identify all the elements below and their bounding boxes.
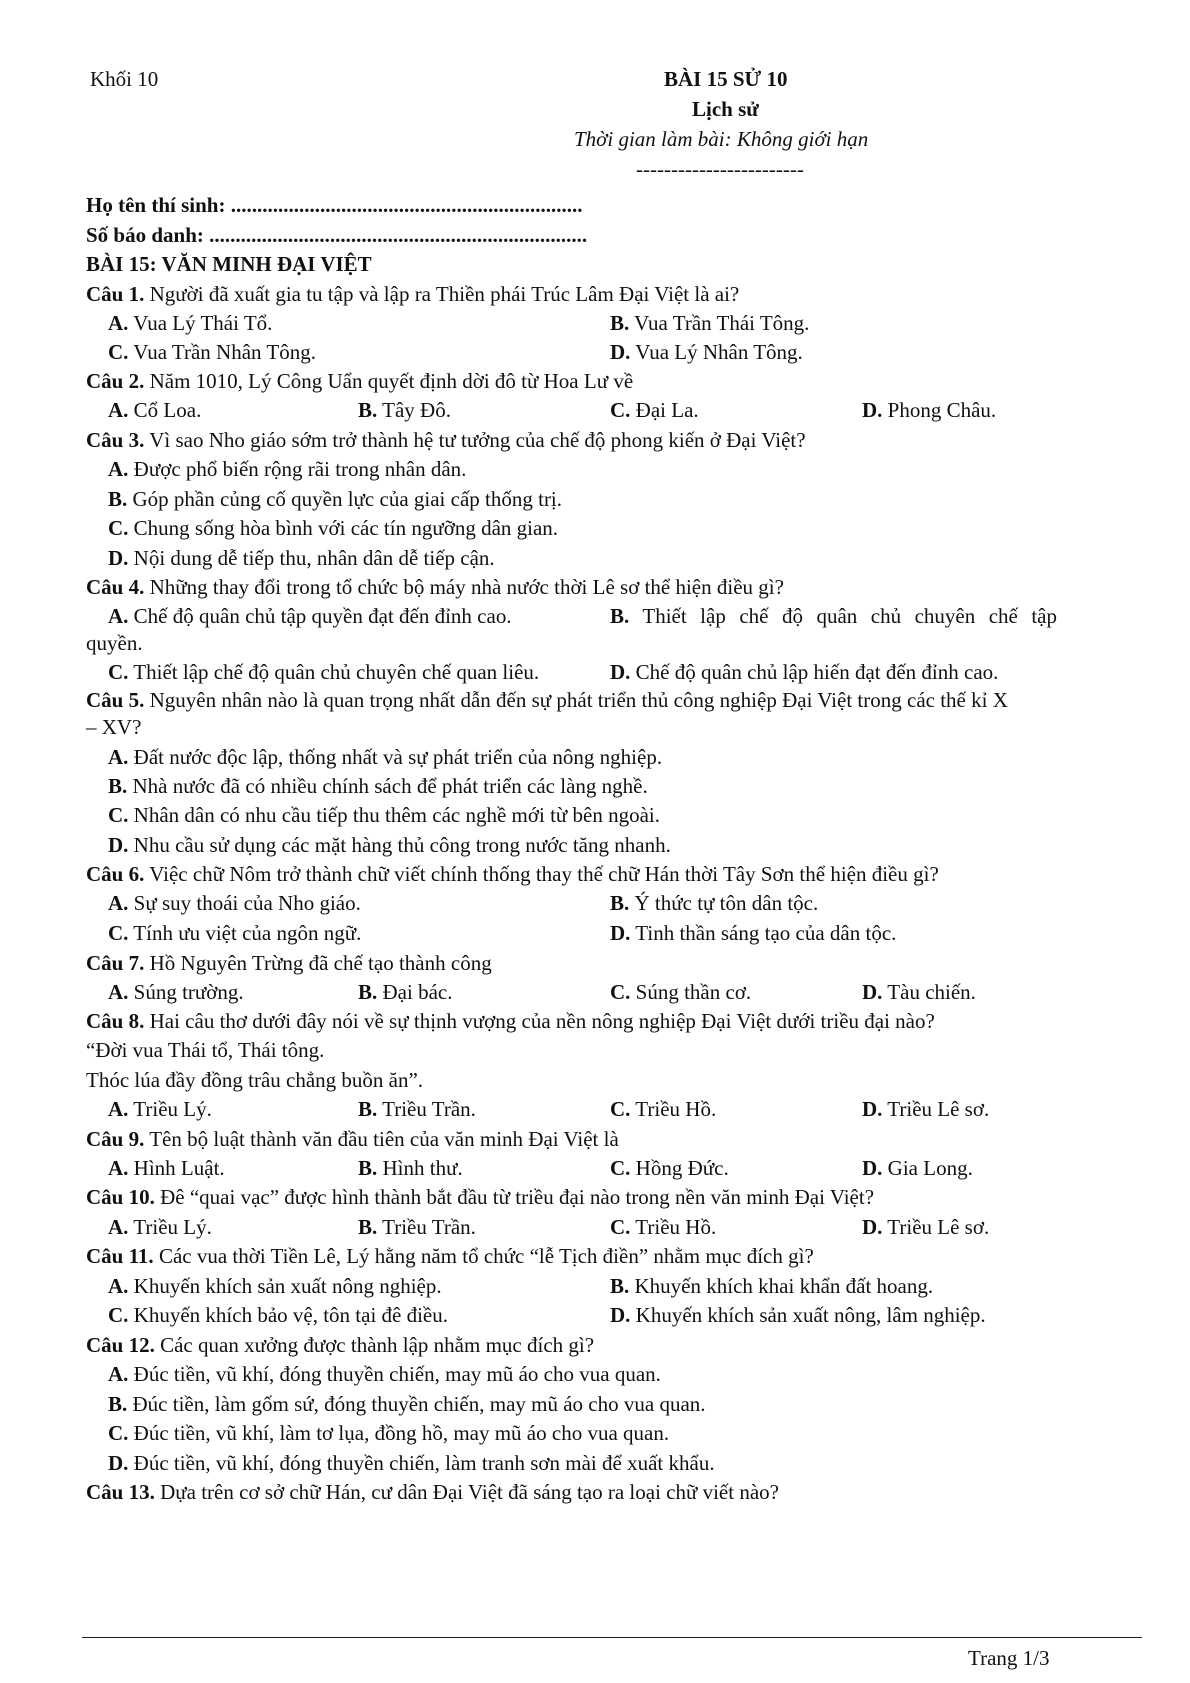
time-limit: Thời gian làm bài: Không giới hạn — [574, 127, 869, 151]
answer-option — [610, 918, 896, 949]
footer-rule — [82, 1637, 1142, 1638]
option-letter: C. — [108, 1421, 129, 1445]
option-text: Ý thức tự tôn dân tộc. — [629, 891, 819, 915]
option-text: Hồng Đức. — [630, 1156, 729, 1180]
answer-option — [108, 742, 662, 773]
section-title: BÀI 15: VĂN MINH ĐẠI VIỆT — [86, 252, 372, 276]
header-divider: ------------------------ — [636, 157, 804, 181]
option-text: Thiết lập chế độ quân chủ chuyên chế quan liêu. — [128, 660, 540, 684]
option-letter: B. — [358, 1156, 378, 1180]
option-letter: C. — [610, 1215, 631, 1239]
question-label: Câu 6. — [86, 862, 145, 886]
option-letter: B. — [610, 311, 630, 335]
answer-option — [108, 977, 244, 1008]
option-letter: A. — [108, 745, 129, 769]
answer-option — [108, 830, 671, 861]
answer-option — [610, 657, 998, 688]
option-letter: C. — [108, 660, 129, 684]
option-text: Triều Hồ. — [630, 1097, 717, 1121]
answer-option — [108, 513, 558, 544]
option-letter: D. — [862, 1215, 883, 1239]
option-letter: C. — [610, 980, 631, 1004]
option-letter: B. — [108, 1392, 128, 1416]
candidate-id-label: Số báo danh: — [86, 223, 204, 247]
answer-option — [358, 1212, 476, 1243]
question-label: Câu 9. — [86, 1127, 145, 1151]
answer-option — [610, 1094, 716, 1125]
option-letter: A. — [108, 1097, 129, 1121]
question-label: Câu 1. — [86, 282, 145, 306]
option-text: Triều Lý. — [128, 1097, 212, 1121]
option-text: Triều Hồ. — [630, 1215, 717, 1239]
answer-option — [862, 1212, 989, 1243]
question-label: Câu 10. — [86, 1185, 155, 1209]
question-text: Hồ Nguyên Trừng đã chế tạo thành công — [144, 951, 492, 975]
question-text: Những thay đổi trong tổ chức bộ máy nhà nước thời Lê sơ thể hiện điều gì? — [144, 575, 784, 599]
option-text: Tây Đô. — [377, 398, 451, 422]
option-letter: A. — [108, 1362, 129, 1386]
option-letter: D. — [610, 921, 631, 945]
answer-option — [108, 454, 466, 485]
question — [86, 1124, 619, 1155]
option-text: Triều Lê sơ. — [882, 1097, 990, 1121]
answer-option — [108, 337, 316, 368]
option-text: Chế độ quân chủ lập hiến đạt đến đỉnh cao. — [630, 660, 999, 684]
option-letter: A. — [108, 311, 129, 335]
candidate-id-dots: ........................................................................ — [203, 223, 588, 247]
option-text: Đúc tiền, vũ khí, đóng thuyền chiến, làm tranh sơn mài để xuất khẩu. — [128, 1451, 715, 1475]
question — [86, 948, 492, 979]
question-text: Việc chữ Nôm trở thành chữ viết chính thống thay thế chữ Hán thời Tây Sơn thể hiện điều gì? — [144, 862, 939, 886]
candidate-name-dots: ................................................................... — [225, 193, 583, 217]
answer-option — [108, 543, 495, 574]
answer-option — [610, 1153, 729, 1184]
question-label: Câu 3. — [86, 428, 145, 452]
answer-option — [108, 1094, 212, 1125]
answer-option — [108, 800, 660, 831]
question-text: Người đã xuất gia tu tập và lập ra Thiền phái Trúc Lâm Đại Việt là ai? — [144, 282, 740, 306]
exam-title: BÀI 15 SỬ 10 — [664, 67, 788, 91]
option-text: Đại La. — [630, 398, 699, 422]
option-letter: D. — [108, 1451, 129, 1475]
option-letter: B. — [610, 1274, 630, 1298]
option-text: Tinh thần sáng tạo của dân tộc. — [630, 921, 897, 945]
option-text: Thiết lập chế độ quân chủ chuyên chế tập — [629, 604, 1057, 628]
answer-option — [358, 1153, 463, 1184]
option-text: Triều Trần. — [377, 1215, 476, 1239]
option-letter: A. — [108, 980, 129, 1004]
option-letter: D. — [108, 833, 129, 857]
answer-option — [610, 1271, 933, 1302]
option-letter: D. — [862, 1097, 883, 1121]
option-letter: B. — [358, 980, 378, 1004]
option-letter: D. — [862, 1156, 883, 1180]
answer-option — [358, 395, 451, 426]
option-letter: C. — [610, 398, 631, 422]
option-text: Khuyến khích sản xuất nông, lâm nghiệp. — [630, 1303, 986, 1327]
option-text: Đúc tiền, làm gốm sứ, đóng thuyền chiến, may mũ áo cho vua quan. — [127, 1392, 706, 1416]
question-wrap-text: – XV? — [86, 715, 142, 739]
option-text: Đất nước độc lập, thống nhất và sự phát triển của nông nghiệp. — [128, 745, 663, 769]
question-text: Các vua thời Tiền Lê, Lý hằng năm tổ chức “lễ Tịch điền” nhằm mục đích gì? — [153, 1244, 814, 1268]
option-text: Súng thần cơ. — [630, 980, 752, 1004]
option-text: Vua Trần Thái Tông. — [629, 311, 810, 335]
answer-option — [610, 308, 809, 339]
option-text: Vua Lý Nhân Tông. — [630, 340, 803, 364]
answer-option — [108, 1448, 715, 1479]
option-letter: D. — [108, 546, 129, 570]
option-text: Đúc tiền, vũ khí, đóng thuyền chiến, may mũ áo cho vua quan. — [128, 1362, 661, 1386]
question-label: Câu 11. — [86, 1244, 154, 1268]
question-text: Tên bộ luật thành văn đầu tiên của văn minh Đại Việt là — [144, 1127, 619, 1151]
question-label: Câu 4. — [86, 575, 145, 599]
poem-line: “Đời vua Thái tổ, Thái tông. — [86, 1038, 325, 1062]
option-text: Cổ Loa. — [128, 398, 202, 422]
option-letter: A. — [108, 398, 129, 422]
option-text: Nội dung dễ tiếp thu, nhân dân dễ tiếp cận. — [128, 546, 495, 570]
candidate-name-label: Họ tên thí sinh: — [86, 193, 226, 217]
option-text: Triều Trần. — [377, 1097, 476, 1121]
option-text: Súng trường. — [128, 980, 244, 1004]
option-letter: A. — [108, 1215, 129, 1239]
question — [86, 572, 784, 603]
question — [86, 1477, 779, 1508]
option-text: Nhân dân có nhu cầu tiếp thu thêm các nghề mới từ bên ngoài. — [128, 803, 661, 827]
option-text: Vua Trần Nhân Tông. — [128, 340, 316, 364]
answer-option — [108, 484, 562, 515]
option-letter: C. — [108, 1303, 129, 1327]
candidate-name-line — [86, 190, 582, 221]
grade-label: Khối 10 — [90, 67, 159, 91]
question-label: Câu 8. — [86, 1009, 145, 1033]
option-text: Khuyến khích khai khẩn đất hoang. — [629, 1274, 934, 1298]
answer-option — [862, 1153, 973, 1184]
answer-option — [108, 1271, 442, 1302]
option-text: Vua Lý Thái Tổ. — [128, 311, 273, 335]
option-letter: A. — [108, 457, 129, 481]
question-label: Câu 12. — [86, 1333, 155, 1357]
answer-option — [108, 1300, 448, 1331]
question — [86, 685, 1008, 716]
answer-option — [862, 395, 996, 426]
candidate-id-line — [86, 220, 587, 251]
option-letter: C. — [108, 921, 129, 945]
option-text: Sự suy thoái của Nho giáo. — [128, 891, 361, 915]
option-text: Nhà nước đã có nhiều chính sách để phát triển các làng nghề. — [127, 774, 648, 798]
answer-option — [610, 888, 818, 919]
option-letter: C. — [108, 340, 129, 364]
option-letter: D. — [610, 1303, 631, 1327]
option-letter: A. — [108, 1156, 129, 1180]
question-text: Dựa trên cơ sở chữ Hán, cư dân Đại Việt đã sáng tạo ra loại chữ viết nào? — [154, 1480, 779, 1504]
answer-option — [108, 1359, 661, 1390]
option-letter: B. — [610, 604, 630, 628]
answer-option — [358, 1094, 476, 1125]
answer-option — [108, 1418, 669, 1449]
answer-option — [108, 1389, 706, 1420]
answer-option — [108, 888, 361, 919]
question-text: Đê “quai vạc” được hình thành bắt đầu từ triều đại nào trong nền văn minh Đại Việt? — [154, 1185, 875, 1209]
question — [86, 366, 633, 397]
answer-option — [610, 337, 803, 368]
page-number: Trang 1/3 — [968, 1646, 1050, 1670]
question — [86, 1182, 874, 1213]
option-letter: C. — [610, 1156, 631, 1180]
question — [86, 1006, 935, 1037]
option-text: Hình Luật. — [128, 1156, 225, 1180]
option-text: Phong Châu. — [882, 398, 997, 422]
option-text: Tính ưu việt của ngôn ngữ. — [128, 921, 362, 945]
answer-option — [108, 601, 512, 632]
option-letter: A. — [108, 1274, 129, 1298]
option-letter: D. — [610, 340, 631, 364]
answer-option — [862, 1094, 989, 1125]
answer-option — [108, 771, 648, 802]
option-letter: D. — [610, 660, 631, 684]
option-letter: C. — [108, 516, 129, 540]
answer-option — [610, 601, 1057, 632]
answer-option — [862, 977, 976, 1008]
option-text: Hình thư. — [377, 1156, 463, 1180]
option-letter: C. — [108, 803, 129, 827]
option-text: Triều Lê sơ. — [882, 1215, 990, 1239]
answer-option — [108, 657, 539, 688]
option-text: Triều Lý. — [128, 1215, 212, 1239]
answer-option — [108, 395, 201, 426]
option-text: Khuyến khích bảo vệ, tôn tại đê điều. — [128, 1303, 449, 1327]
option-text: Tàu chiến. — [882, 980, 976, 1004]
option-letter: A. — [108, 891, 129, 915]
question — [86, 425, 806, 456]
option-letter: B. — [108, 487, 128, 511]
answer-option — [610, 1212, 716, 1243]
option-letter: D. — [862, 980, 883, 1004]
option-text: Nhu cầu sử dụng các mặt hàng thủ công trong nước tăng nhanh. — [128, 833, 671, 857]
answer-option — [610, 977, 751, 1008]
option-text: Được phổ biến rộng rãi trong nhân dân. — [128, 457, 467, 481]
option-letter: B. — [358, 1097, 378, 1121]
question-label: Câu 5. — [86, 688, 145, 712]
option-text: Khuyến khích sản xuất nông nghiệp. — [128, 1274, 442, 1298]
option-letter: B. — [610, 891, 630, 915]
option-text: Đại bác. — [377, 980, 453, 1004]
question-text: Hai câu thơ dưới đây nói về sự thịnh vượng của nền nông nghiệp Đại Việt dưới triều đại nào? — [144, 1009, 935, 1033]
question — [86, 1330, 594, 1361]
poem-line: Thóc lúa đầy đồng trâu chẳng buồn ăn”. — [86, 1068, 424, 1092]
option-letter: C. — [610, 1097, 631, 1121]
question-text: Các quan xưởng được thành lập nhằm mục đích gì? — [154, 1333, 595, 1357]
answer-option — [108, 308, 272, 339]
question-label: Câu 13. — [86, 1480, 155, 1504]
option-letter: A. — [108, 604, 129, 628]
answer-option — [610, 395, 699, 426]
question — [86, 1241, 814, 1272]
answer-option — [358, 977, 452, 1008]
question — [86, 279, 739, 310]
question-label: Câu 2. — [86, 369, 145, 393]
option-text: Góp phần củng cố quyền lực của giai cấp thống trị. — [127, 487, 563, 511]
option-letter: D. — [862, 398, 883, 422]
option-wrap-text: quyền. — [86, 631, 143, 655]
question — [86, 859, 939, 890]
answer-option — [610, 1300, 986, 1331]
option-text: Đúc tiền, vũ khí, làm tơ lụa, đồng hồ, may mũ áo cho vua quan. — [128, 1421, 670, 1445]
subject-label: Lịch sử — [692, 97, 759, 121]
answer-option — [108, 1212, 212, 1243]
question-label: Câu 7. — [86, 951, 145, 975]
option-letter: B. — [358, 1215, 378, 1239]
option-text: Gia Long. — [882, 1156, 973, 1180]
option-letter: B. — [358, 398, 378, 422]
option-text: Chung sống hòa bình với các tín ngưỡng dân gian. — [128, 516, 559, 540]
option-text: Chế độ quân chủ tập quyền đạt đến đỉnh cao. — [128, 604, 512, 628]
question-text: Vì sao Nho giáo sớm trở thành hệ tư tưởng của chế độ phong kiến ở Đại Việt? — [144, 428, 806, 452]
option-letter: B. — [108, 774, 128, 798]
answer-option — [108, 918, 361, 949]
answer-option — [108, 1153, 225, 1184]
question-text: Nguyên nhân nào là quan trọng nhất dẫn đến sự phát triển thủ công nghiệp Đại Việt trong các thế kỉ X — [144, 688, 1008, 712]
question-text: Năm 1010, Lý Công Uẩn quyết định dời đô từ Hoa Lư về — [144, 369, 634, 393]
